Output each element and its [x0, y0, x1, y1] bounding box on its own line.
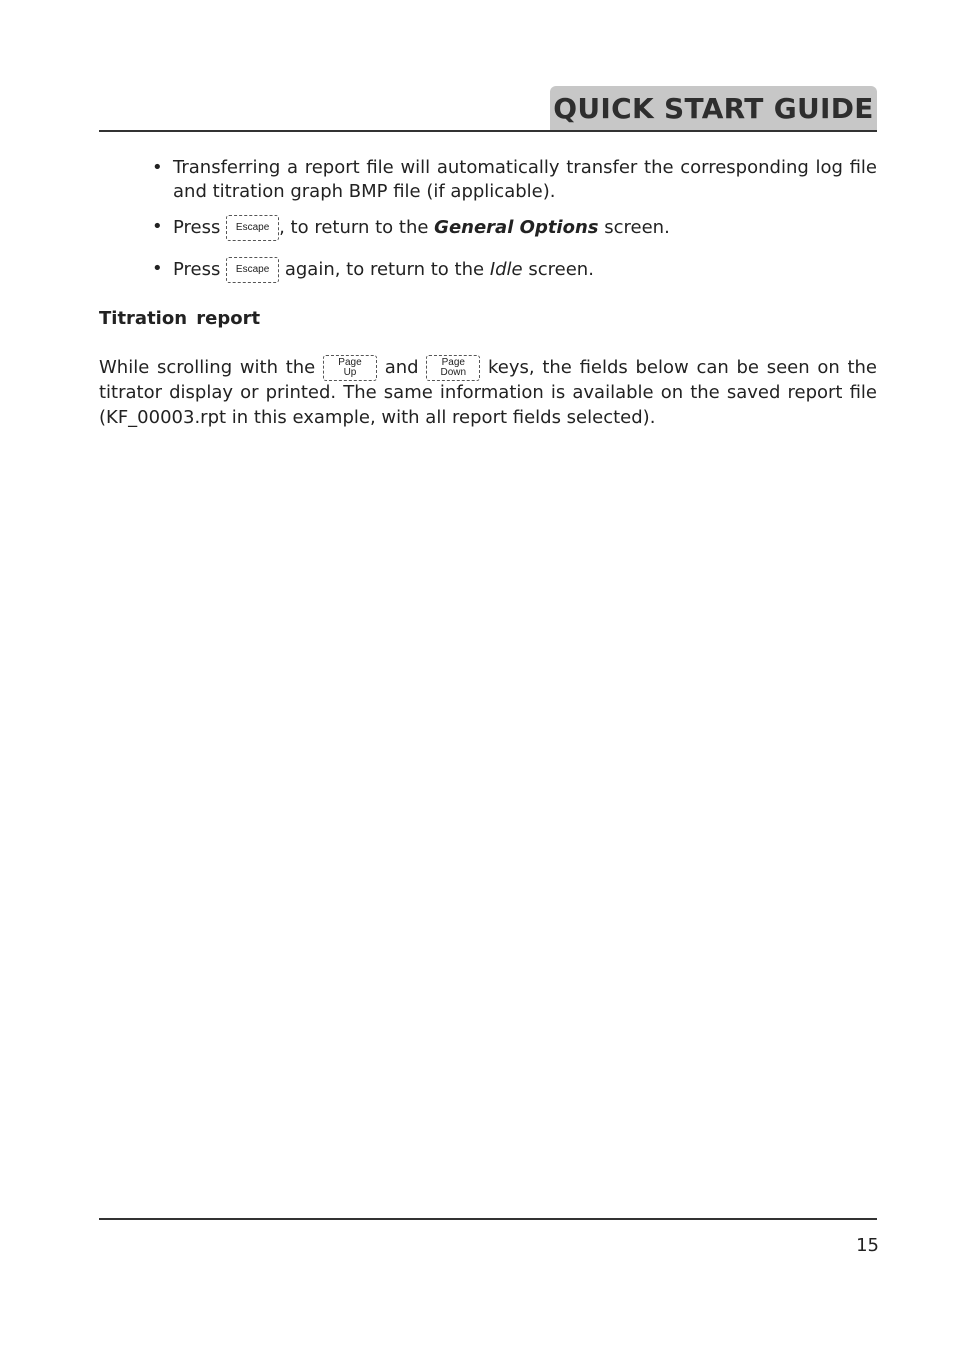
header-rule [99, 130, 877, 132]
bullet-transfer [152, 156, 877, 204]
page-up-key-label-1: Page [338, 357, 362, 368]
bullet-screen-text: screen. [528, 259, 594, 280]
bullet-press-escape-idle [152, 257, 877, 283]
page-up-key-icon [323, 355, 377, 381]
header-tab [550, 86, 877, 130]
paragraph-text-2: and [384, 357, 419, 378]
bullet-press-label: Press [173, 259, 221, 280]
bullet-return-text: , to return to the [279, 217, 429, 238]
bullet-press-label: Press [173, 217, 221, 238]
footer-rule [99, 1218, 877, 1220]
escape-key-label: Escape [235, 264, 270, 275]
general-options-emphasis: General Options [434, 217, 599, 238]
titration-report-paragraph [99, 355, 877, 430]
paragraph-text-1: While scrolling with the [99, 357, 316, 378]
escape-key-icon [226, 215, 279, 241]
page-up-key-label-2: Up [343, 367, 357, 378]
bullet-transfer-text: Transferring a report file will automatically transfer the corresponding log file and titration graph BMP file (if applicable). [173, 157, 877, 202]
page-down-key-icon [426, 355, 480, 381]
escape-key-icon [226, 257, 279, 283]
escape-key-label: Escape [235, 222, 270, 233]
idle-emphasis: Idle [489, 259, 523, 280]
paragraph-text-3: keys, the fields below can be seen on the titrator display or printed. The same information is available on the saved report file (KF_00003.rpt in this example, with all report fields selected). [99, 357, 877, 428]
bullet-press-escape-general [152, 215, 877, 241]
bullet-screen-text: screen. [604, 217, 670, 238]
page-down-key-label-2: Down [440, 367, 467, 378]
section-title: Titration report [99, 308, 261, 329]
page-down-key-label-1: Page [441, 357, 465, 368]
header-title: QUICK START GUIDE [553, 91, 874, 125]
bullet-return-text: again, to return to the [284, 259, 485, 280]
page-number: 15 [856, 1235, 879, 1256]
bullet-list [152, 156, 877, 283]
